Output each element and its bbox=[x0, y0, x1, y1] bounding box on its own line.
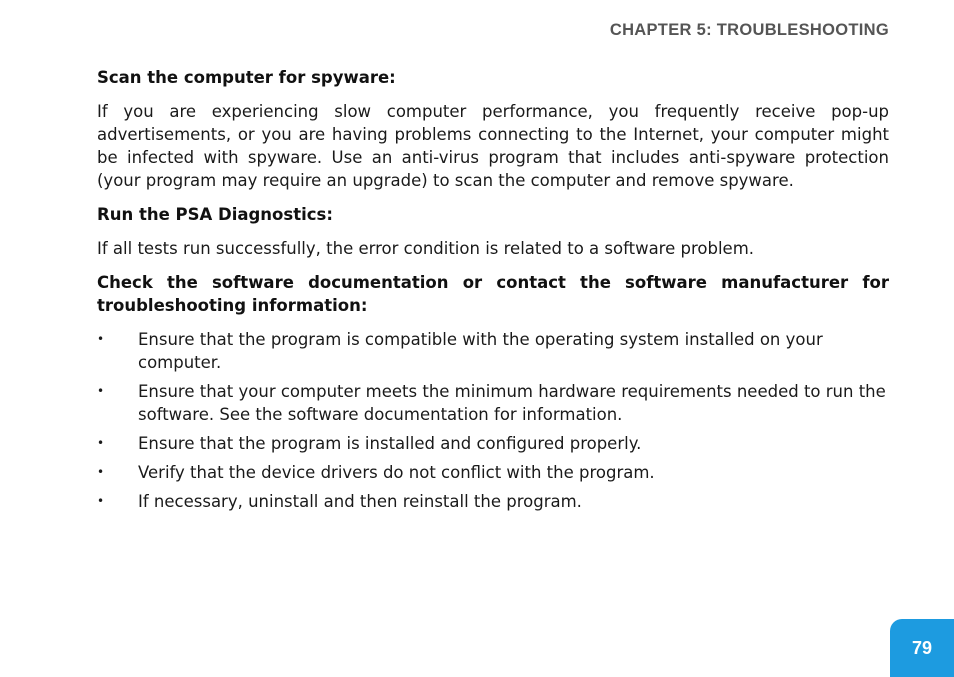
bullet-icon: • bbox=[97, 465, 105, 479]
bullet-icon: • bbox=[97, 332, 105, 346]
list-item-text: Ensure that your computer meets the minimum hardware requirements needed to run the software. See the software documentation for information. bbox=[138, 382, 886, 424]
spyware-heading: Scan the computer for spyware: bbox=[97, 68, 396, 87]
psa-paragraph: If all tests run successfully, the error condition is related to a software problem. bbox=[97, 239, 755, 258]
list-item-text: Ensure that the program is compatible with the operating system installed on your computer. bbox=[138, 330, 823, 372]
list-item-text: Ensure that the program is installed and configured properly. bbox=[138, 434, 642, 453]
list-item bbox=[97, 328, 889, 374]
docs-heading-line-2: troubleshooting information: bbox=[97, 296, 368, 315]
bullet-icon: • bbox=[97, 436, 105, 450]
list-item bbox=[97, 432, 889, 455]
page-number-badge bbox=[890, 619, 954, 677]
psa-heading: Run the PSA Diagnostics: bbox=[97, 205, 333, 224]
list-item-text: Verify that the device drivers do not conflict with the program. bbox=[138, 463, 655, 482]
page-content bbox=[97, 66, 889, 519]
bullet-icon: • bbox=[97, 494, 105, 508]
chapter-header: CHAPTER 5: TROUBLESHOOTING bbox=[609, 21, 889, 39]
docs-heading-line-1: Check the software documentation or contact the software manufacturer for bbox=[97, 273, 889, 292]
list-item-text: If necessary, uninstall and then reinstall the program. bbox=[138, 492, 582, 511]
bullet-icon: • bbox=[97, 384, 105, 398]
list-item bbox=[97, 490, 889, 513]
troubleshooting-list bbox=[97, 328, 889, 513]
list-item bbox=[97, 461, 889, 484]
page-number: 79 bbox=[911, 637, 933, 658]
list-item bbox=[97, 380, 889, 426]
docs-heading bbox=[97, 271, 889, 317]
spyware-paragraph: If you are experiencing slow computer performance, you frequently receive pop-up advertisements, or you are having problems connecting to the Internet, your computer might be infected with spyware. Use an anti-virus program that includes anti-spyware protection (your program may require an upgrade) to scan the computer and remove spyware. bbox=[97, 102, 889, 190]
